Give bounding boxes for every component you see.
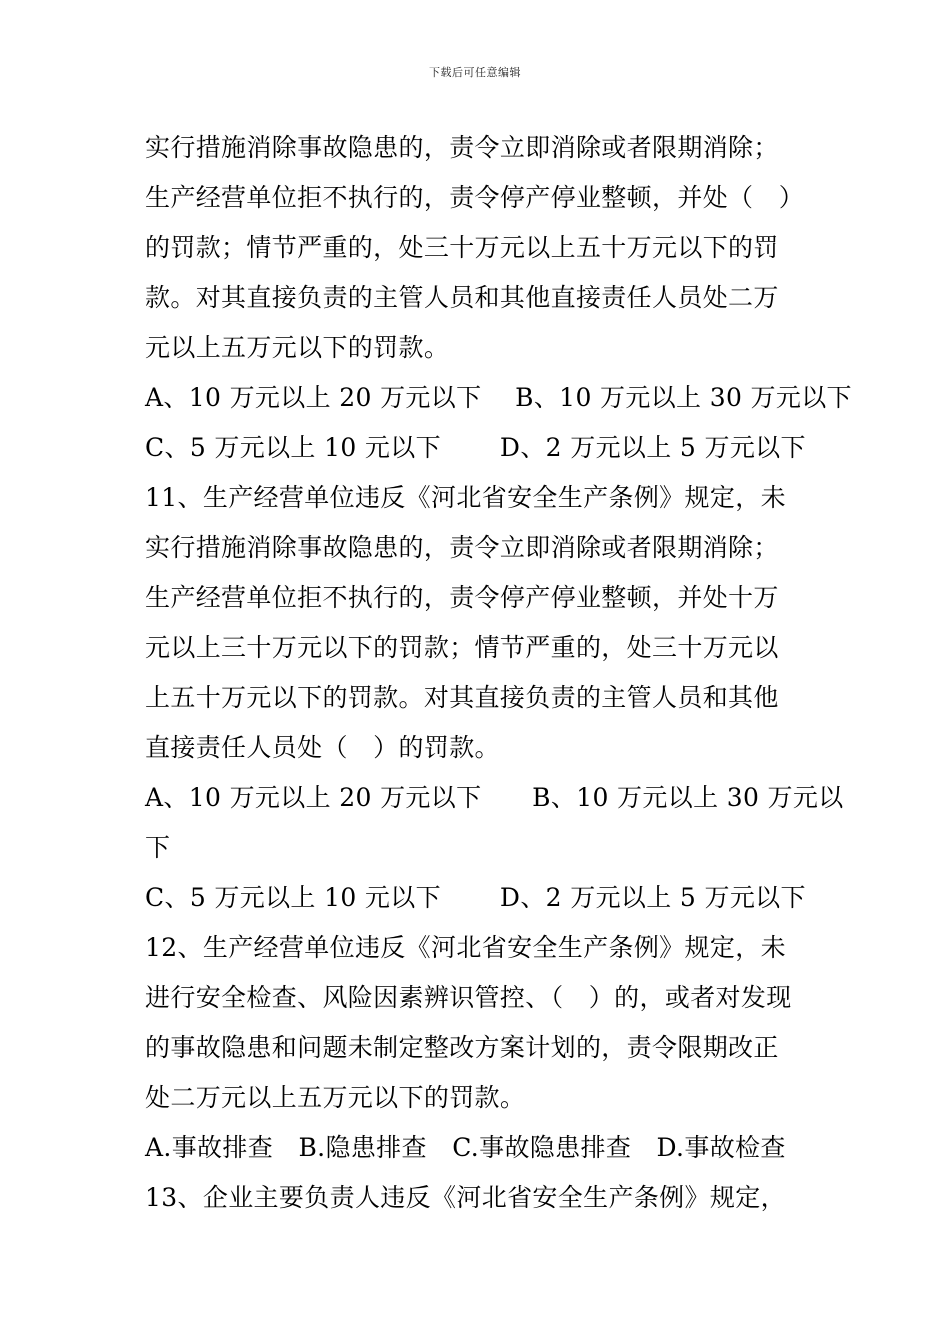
- text-line: 的事故隐患和问题未制定整改方案计划的，责令限期改正: [145, 1033, 779, 1062]
- question-11: 11、生产经营单位违反《河北省安全生产条例》规定，未: [145, 483, 786, 512]
- answer-options: A、10 万元以上 20 万元以下 B、10 万元以上 30 万元以: [145, 783, 844, 812]
- answer-options: A.事故排查 B.隐患排查 C.事故隐患排查 D.事故检查: [145, 1133, 786, 1162]
- text-line: 上五十万元以下的罚款。对其直接负责的主管人员和其他: [145, 683, 779, 712]
- question-13: 13、企业主要负责人违反《河北省安全生产条例》规定，: [145, 1183, 786, 1212]
- page-header: 下载后可任意编辑: [429, 66, 521, 79]
- text-line: 进行安全检查、风险因素辨识管控、（ ）的，或者对发现: [145, 983, 792, 1012]
- text-line: 直接责任人员处（ ）的罚款。: [145, 733, 500, 762]
- text-line: 实行措施消除事故隐患的，责令立即消除或者限期消除；: [145, 533, 779, 562]
- text-line: 实行措施消除事故隐患的，责令立即消除或者限期消除；: [145, 133, 779, 162]
- text-line: 元以上五万元以下的罚款。: [145, 333, 450, 362]
- document-body: [145, 128, 852, 1228]
- text-line: 款。对其直接负责的主管人员和其他直接责任人员处二万: [145, 283, 779, 312]
- question-12: 12、生产经营单位违反《河北省安全生产条例》规定，未: [145, 933, 786, 962]
- text-line: 生产经营单位拒不执行的，责令停产停业整顿，并处十万: [145, 583, 779, 612]
- text-line: 生产经营单位拒不执行的，责令停产停业整顿，并处（ ）: [145, 183, 805, 212]
- answer-options: 下: [145, 833, 171, 862]
- answer-options: C、5 万元以上 10 元以下 D、2 万元以上 5 万元以下: [145, 433, 806, 462]
- answer-options: A、10 万元以上 20 万元以下 B、10 万元以上 30 万元以下: [145, 383, 852, 412]
- text-line: 元以上三十万元以下的罚款；情节严重的，处三十万元以: [145, 633, 779, 662]
- text-line: 的罚款；情节严重的，处三十万元以上五十万元以下的罚: [145, 233, 779, 262]
- text-line: 处二万元以上五万元以下的罚款。: [145, 1083, 526, 1112]
- answer-options: C、5 万元以上 10 元以下 D、2 万元以上 5 万元以下: [145, 883, 806, 912]
